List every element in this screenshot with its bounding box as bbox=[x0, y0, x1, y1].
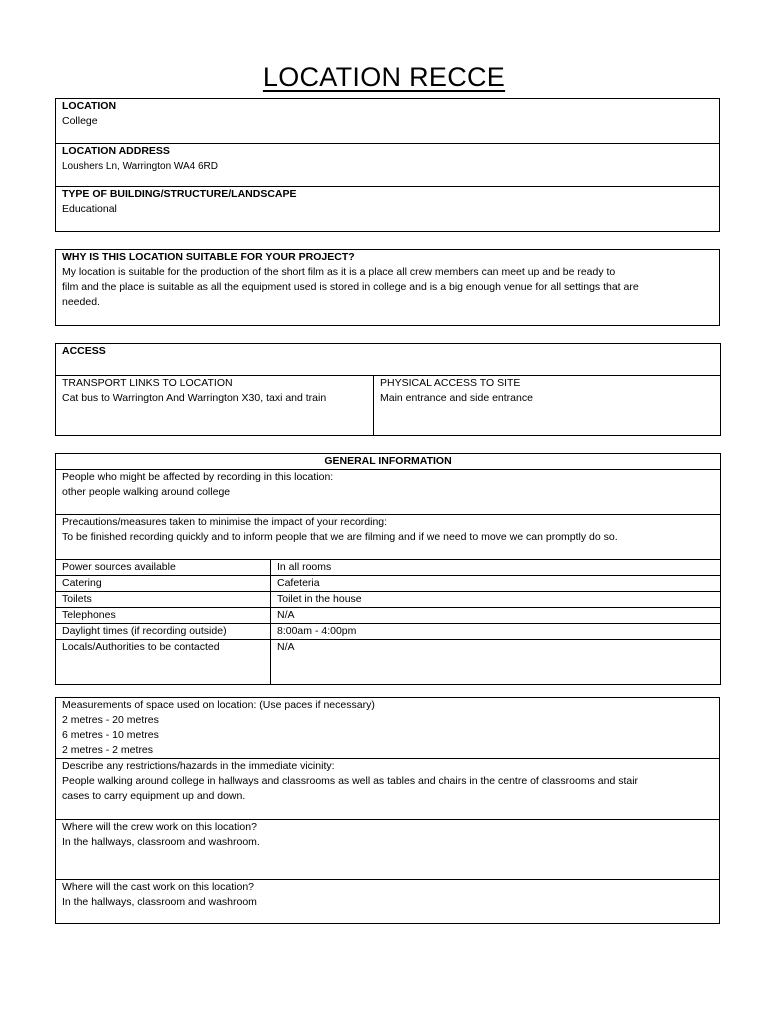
info-value: N/A bbox=[277, 641, 295, 653]
info-label: Telephones bbox=[62, 609, 116, 621]
cast-label: Where will the cast work on this location? bbox=[62, 881, 254, 893]
measurement-item: 2 metres - 20 metres bbox=[62, 714, 159, 726]
details-table bbox=[55, 697, 720, 924]
general-header: GENERAL INFORMATION bbox=[324, 455, 452, 467]
physical-access-label: PHYSICAL ACCESS TO SITE bbox=[380, 377, 521, 389]
suitability-table bbox=[55, 249, 720, 326]
info-label: Catering bbox=[62, 577, 102, 589]
info-row bbox=[56, 560, 721, 576]
info-value: N/A bbox=[277, 609, 295, 621]
address-value: Loushers Ln, Warrington WA4 6RD bbox=[62, 161, 218, 172]
access-header-row bbox=[56, 344, 721, 376]
cast-value: In the hallways, classroom and washroom bbox=[62, 896, 257, 908]
info-value: In all rooms bbox=[277, 561, 332, 573]
cast-row bbox=[56, 880, 720, 924]
crew-row bbox=[56, 820, 720, 880]
measurements-row bbox=[56, 698, 720, 759]
info-label: Daylight times (if recording outside) bbox=[62, 625, 227, 637]
general-header-row bbox=[56, 454, 721, 470]
location-info-table bbox=[55, 98, 720, 232]
measurement-item: 2 metres - 2 metres bbox=[62, 744, 154, 756]
info-label: Locals/Authorities to be contacted bbox=[62, 641, 220, 653]
hazards-label: Describe any restrictions/hazards in the immediate vicinity: bbox=[62, 760, 335, 772]
affected-value: other people walking around college bbox=[62, 486, 231, 498]
info-row bbox=[56, 608, 721, 624]
location-value: College bbox=[62, 115, 98, 127]
measurements-label: Measurements of space used on location: (Use paces if necessary) bbox=[62, 699, 375, 711]
affected-row bbox=[56, 470, 721, 515]
building-value: Educational bbox=[62, 203, 117, 215]
suitability-line-1: My location is suitable for the production of the short film as it is a place all crew members can meet up and be ready to bbox=[62, 266, 616, 278]
location-label: LOCATION bbox=[62, 100, 117, 112]
precautions-value: To be finished recording quickly and to inform people that we are filming and if we need to move we can promptly do so. bbox=[62, 531, 618, 543]
crew-value: In the hallways, classroom and washroom. bbox=[62, 836, 260, 848]
suitability-label: WHY IS THIS LOCATION SUITABLE FOR YOUR PROJECT? bbox=[62, 251, 355, 263]
info-label: Toilets bbox=[62, 593, 92, 605]
transport-label: TRANSPORT LINKS TO LOCATION bbox=[62, 377, 233, 389]
address-label: LOCATION ADDRESS bbox=[62, 145, 170, 157]
info-row bbox=[56, 640, 721, 685]
info-value: Toilet in the house bbox=[277, 593, 362, 605]
info-label: Power sources available bbox=[62, 561, 176, 573]
building-row bbox=[56, 187, 720, 232]
crew-label: Where will the crew work on this location? bbox=[62, 821, 257, 833]
hazards-row bbox=[56, 759, 720, 820]
precautions-row bbox=[56, 515, 721, 560]
physical-access-value: Main entrance and side entrance bbox=[380, 392, 533, 404]
affected-label: People who might be affected by recording in this location: bbox=[62, 471, 334, 483]
suitability-row bbox=[56, 250, 720, 326]
general-info-table bbox=[55, 453, 721, 685]
hazards-line-2: cases to carry equipment up and down. bbox=[62, 790, 246, 802]
info-row bbox=[56, 592, 721, 608]
hazards-line-1: People walking around college in hallways and classrooms as well as tables and chairs in the centre of classrooms and stair bbox=[62, 775, 639, 787]
page-title: LOCATION RECCE bbox=[262, 62, 506, 92]
suitability-line-3: needed. bbox=[62, 296, 100, 308]
measurement-item: 6 metres - 10 metres bbox=[62, 729, 159, 741]
building-label: TYPE OF BUILDING/STRUCTURE/LANDSCAPE bbox=[62, 188, 297, 200]
info-value: Cafeteria bbox=[277, 577, 320, 589]
access-label: ACCESS bbox=[62, 345, 106, 357]
transport-value: Cat bus to Warrington And Warrington X30, taxi and train bbox=[62, 392, 327, 404]
address-row bbox=[56, 144, 720, 187]
info-row bbox=[56, 576, 721, 592]
access-detail-row bbox=[56, 376, 721, 436]
access-table bbox=[55, 343, 721, 436]
info-row bbox=[56, 624, 721, 640]
precautions-label: Precautions/measures taken to minimise the impact of your recording: bbox=[62, 516, 388, 528]
suitability-line-2: film and the place is suitable as all the equipment used is stored in college and is a big enough venue for all settings that are bbox=[62, 281, 639, 293]
location-row bbox=[56, 99, 720, 144]
info-value: 8:00am - 4:00pm bbox=[277, 625, 357, 637]
